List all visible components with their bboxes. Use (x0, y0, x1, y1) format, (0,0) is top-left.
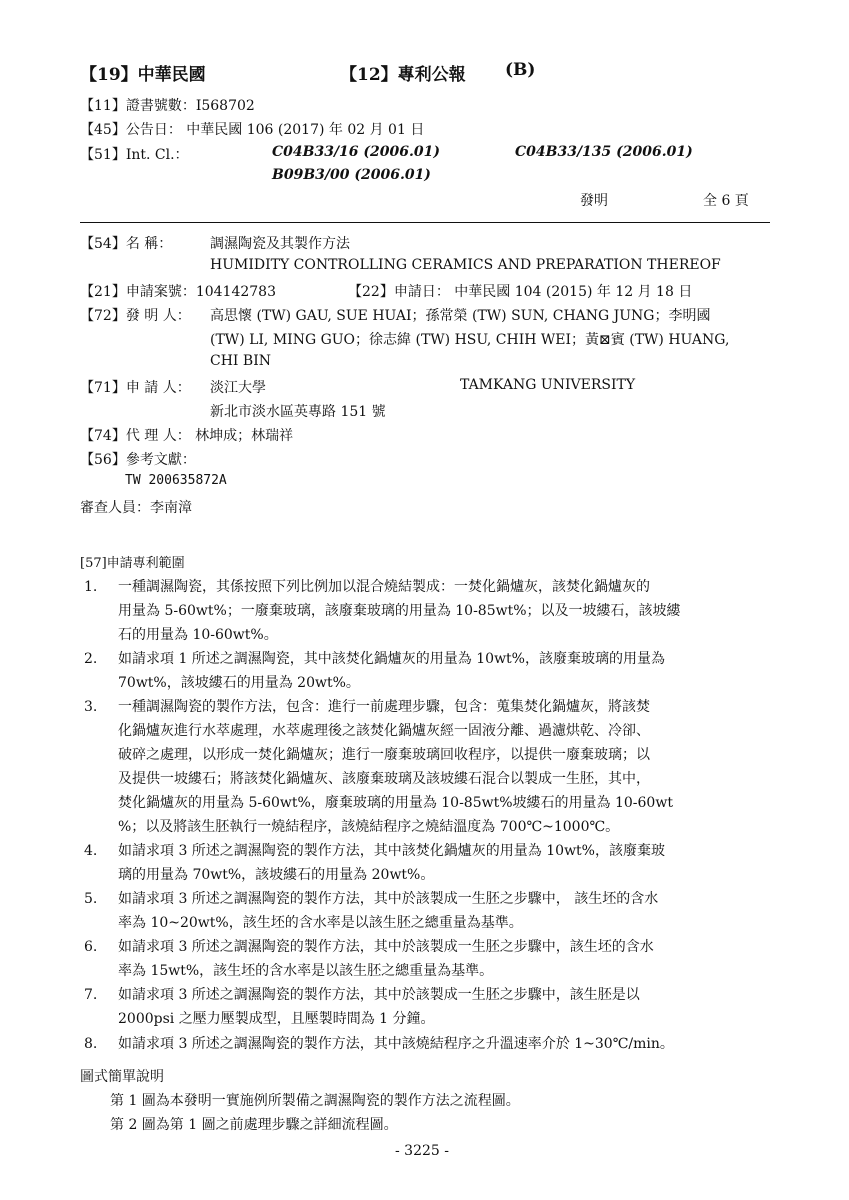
claim-line: 率為 10~20wt%，該生坯的含水率是以該生胚之總重量為基準。 (118, 915, 523, 931)
title-english: HUMIDITY CONTROLLING CERAMICS AND PREPARATION THEREOF (210, 257, 721, 273)
claim-item (84, 695, 774, 839)
claim-line: 70wt%，該坡縷石的用量為 20wt%。 (118, 675, 360, 691)
claim-item (84, 575, 774, 647)
publication-date: 【45】公告日： 中華民國 106 (2017) 年 02 月 01 日 (80, 122, 425, 138)
applicant-english: TAMKANG UNIVERSITY (460, 377, 636, 393)
claim-line: 一種調濕陶瓷的製作方法，包含：進行一前處理步驟，包含：蒐集焚化鍋爐灰，將該焚 (118, 699, 650, 715)
claim-item (84, 983, 774, 1031)
claim-line: 石的用量為 10-60wt%。 (118, 627, 278, 643)
publication-type: 【12】專利公報 (340, 65, 466, 85)
claim-line: 率為 15wt%，該生坯的含水率是以該生胚之總重量為基準。 (118, 963, 494, 979)
int-cl-label: 【51】Int. Cl.： (80, 147, 189, 163)
divider-rule (80, 222, 770, 223)
claims-heading: [57]申請專利範圍 (80, 556, 185, 571)
claim-text (118, 887, 774, 935)
claim-line: %；以及將該生胚執行一燒結程序，該燒結程序之燒結溫度為 700℃~1000℃。 (118, 819, 620, 835)
claim-line: 及提供一坡縷石；將該焚化鍋爐灰、該廢棄玻璃及該坡縷石混合以製成一生胚，其中， (118, 771, 650, 787)
inventor-line: 高思懷 (TW) GAU, SUE HUAI；孫常榮 (TW) SUN, CHANG JUNG；李明國 (210, 308, 711, 324)
examiner: 審查人員：李南漳 (80, 500, 192, 516)
claim-number: 7. (84, 987, 98, 1003)
claim-line: 化鍋爐灰進行水萃處理，水萃處理後之該焚化鍋爐灰經一固液分離、過濾烘乾、冷卻、 (118, 723, 650, 739)
claim-line: 2000psi 之壓力壓製成型，且壓製時間為 1 分鐘。 (118, 1011, 435, 1027)
title-label: 【54】名 稱： (80, 236, 173, 252)
claim-number: 8. (84, 1036, 98, 1052)
patent-category: 發明 (580, 193, 608, 209)
claim-line: 如請求項 3 所述之調濕陶瓷的製作方法，其中該燒結程序之升溫速率介於 1~30℃/min。 (118, 1036, 674, 1052)
reference-item: TW 200635872A (125, 473, 227, 488)
claim-item (84, 647, 774, 695)
country-header: 【19】中華民國 (80, 65, 206, 85)
claim-line: 如請求項 3 所述之調濕陶瓷的製作方法，其中於該製成一生胚之步驟中， 該生坯的含水 (118, 891, 659, 907)
ipc-code: C04B33/16 (2006.01) (272, 144, 440, 160)
inventor-line: (TW) LI, MING GUO；徐志緯 (TW) HSU, CHIH WEI；黃⊠賓 (TW) HUANG, (210, 332, 730, 348)
claim-text (118, 695, 774, 839)
application-date: 【22】申請日： 中華民國 104 (2015) 年 12 月 18 日 (348, 284, 693, 300)
applicant-label: 【71】申 請 人： (80, 380, 191, 396)
drawing-description: 第 2 圖為第 1 圖之前處理步驟之詳細流程圖。 (110, 1117, 398, 1133)
claim-number: 4. (84, 843, 98, 859)
agent: 【74】代 理 人： 林坤成；林瑞祥 (80, 428, 294, 444)
claim-text (118, 935, 774, 983)
claim-number: 2. (84, 651, 98, 667)
claim-line: 如請求項 3 所述之調濕陶瓷的製作方法，其中於該製成一生胚之步驟中，該生坯的含水 (118, 939, 654, 955)
references-label: 【56】參考文獻： (80, 452, 196, 468)
claim-item (84, 839, 774, 887)
page-count: 全 6 頁 (703, 193, 749, 209)
claim-line: 如請求項 3 所述之調濕陶瓷的製作方法，其中該焚化鍋爐灰的用量為 10wt%，該廢棄玻 (118, 843, 665, 859)
inventor-label: 【72】發 明 人： (80, 308, 191, 324)
claim-number: 1. (84, 579, 98, 595)
application-number: 【21】申請案號：104142783 (80, 284, 276, 300)
ipc-code: B09B3/00 (2006.01) (272, 167, 431, 183)
page-number: - 3225 - (395, 1143, 449, 1159)
claim-number: 5. (84, 891, 98, 907)
claim-line: 焚化鍋爐灰的用量為 5-60wt%，廢棄玻璃的用量為 10-85wt%坡縷石的用量為 10-60wt (118, 795, 673, 811)
claim-number: 3. (84, 699, 98, 715)
claim-item (84, 887, 774, 935)
drawing-description: 第 1 圖為本發明一實施例所製備之調濕陶瓷的製作方法之流程圖。 (110, 1093, 520, 1109)
claim-line: 如請求項 1 所述之調濕陶瓷，其中該焚化鍋爐灰的用量為 10wt%，該廢棄玻璃的用量為 (118, 651, 665, 667)
claim-number: 6. (84, 939, 98, 955)
ipc-code: C04B33/135 (2006.01) (515, 144, 693, 160)
claim-line: 破碎之處理，以形成一焚化鍋爐灰；進行一廢棄玻璃回收程序，以提供一廢棄玻璃；以 (118, 747, 650, 763)
kind-code: (B) (505, 60, 536, 80)
claim-line: 一種調濕陶瓷，其係按照下列比例加以混合燒結製成：一焚化鍋爐灰，該焚化鍋爐灰的 (118, 579, 650, 595)
claim-line: 璃的用量為 70wt%，該坡縷石的用量為 20wt%。 (118, 867, 435, 883)
applicant-chinese: 淡江大學 (210, 380, 266, 396)
inventor-line: CHI BIN (210, 353, 271, 369)
claim-text (118, 983, 774, 1031)
applicant-address: 新北市淡水區英專路 151 號 (210, 404, 386, 420)
claim-text (118, 839, 774, 887)
claim-text (118, 647, 774, 695)
claim-item (84, 935, 774, 983)
claim-text (118, 1032, 774, 1056)
claim-line: 用量為 5-60wt%；一廢棄玻璃，該廢棄玻璃的用量為 10-85wt%；以及一坡縷石，該坡縷 (118, 603, 681, 619)
claim-item (84, 1032, 774, 1056)
claim-text (118, 575, 774, 647)
drawings-heading: 圖式簡單說明 (80, 1069, 164, 1085)
claim-line: 如請求項 3 所述之調濕陶瓷的製作方法，其中於該製成一生胚之步驟中，該生胚是以 (118, 987, 640, 1003)
title-chinese: 調濕陶瓷及其製作方法 (210, 236, 350, 252)
certificate-number: 【11】證書號數：I568702 (80, 98, 255, 114)
